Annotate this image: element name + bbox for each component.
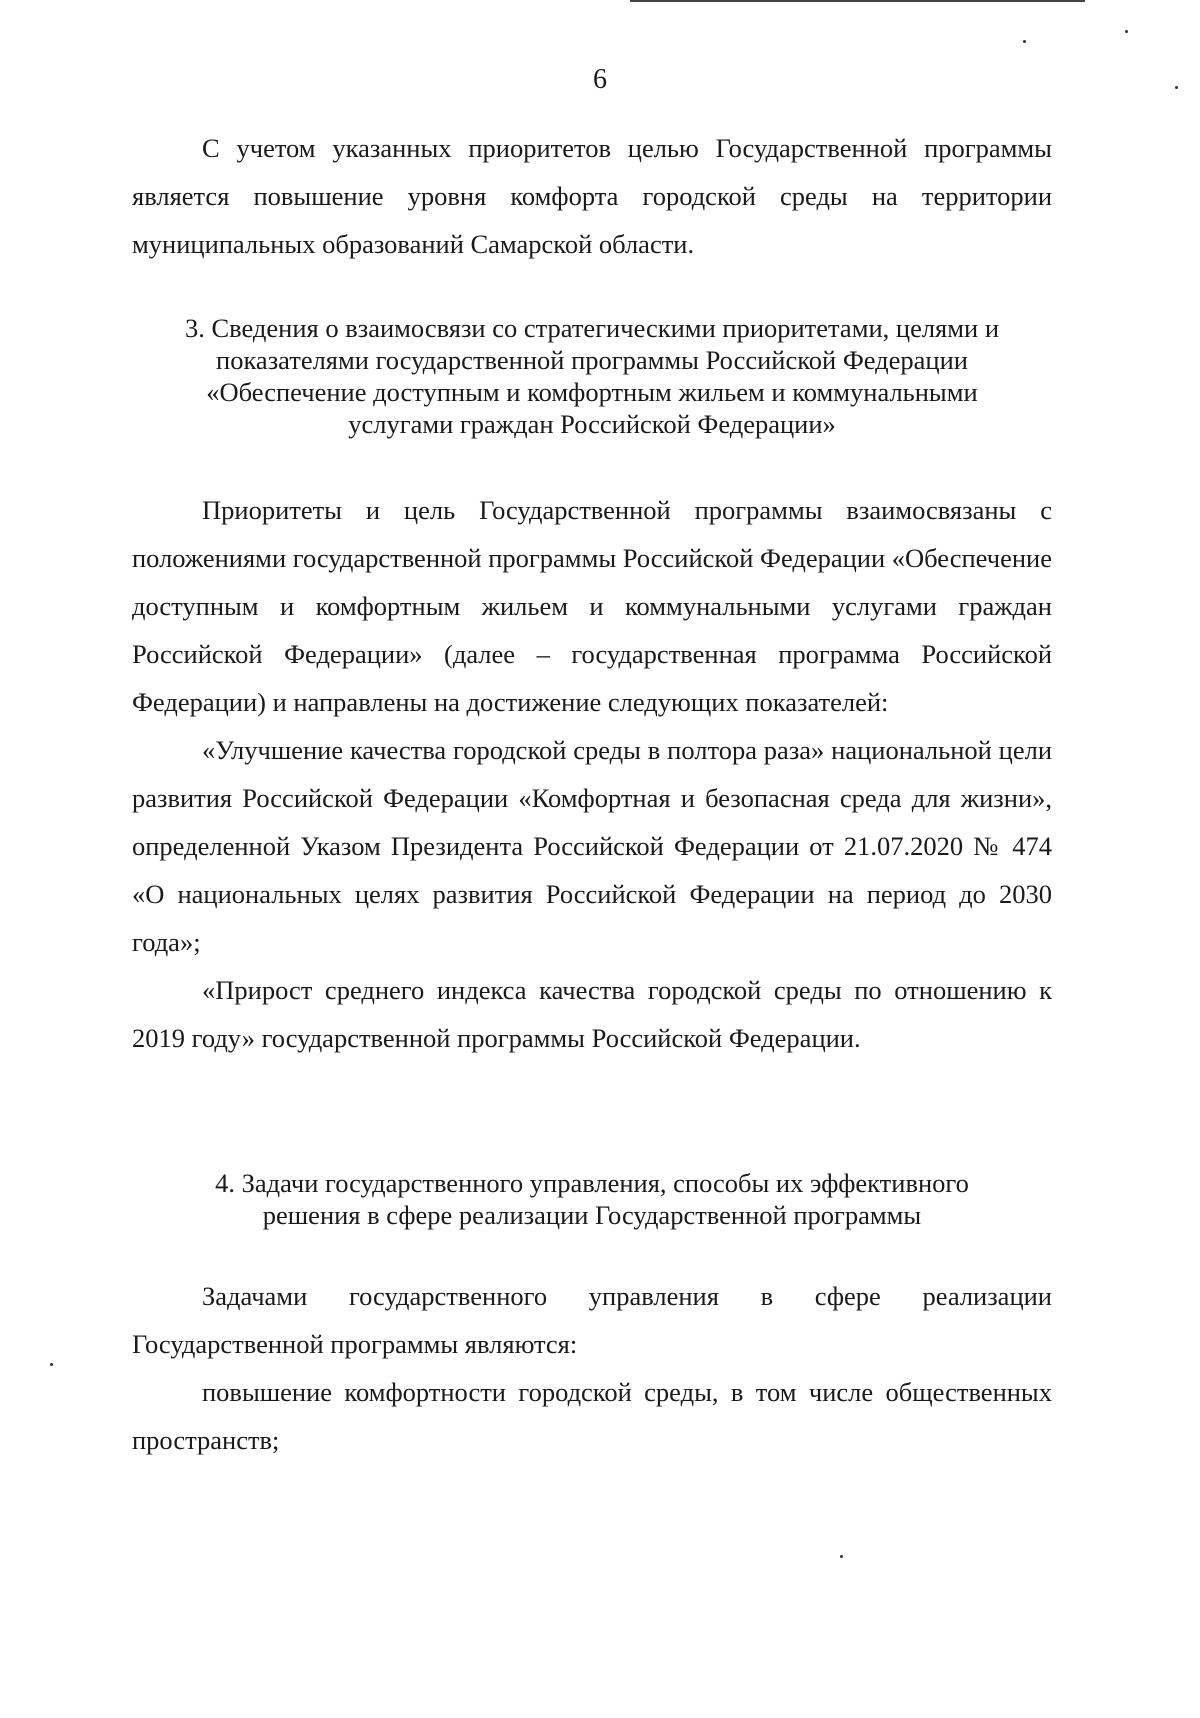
scan-speck [50, 1363, 53, 1366]
section-3-heading [132, 312, 1052, 440]
scan-speck [1023, 40, 1026, 43]
heading-line: 3. Сведения о взаимосвязи со стратегическими приоритетами, целями и [184, 313, 1000, 343]
heading-line: услугами граждан Российской Федерации» [348, 409, 836, 439]
scan-speck [840, 1555, 843, 1558]
intro-paragraph: С учетом указанных приоритетов целью Государственной программы является повышение уровня комфорта городской среды на территории муниципальных образований Самарской области. [132, 133, 1052, 259]
intro-block [132, 124, 1052, 268]
heading-line: решения в сфере реализации Государственной программы [262, 1200, 922, 1230]
heading-line: 4. Задачи государственного управления, способы их эффективного [215, 1168, 969, 1198]
section-4-paragraph-2: повышение комфортности городской среды, в том числе общественных пространств; [132, 1377, 1052, 1455]
section-4-body [132, 1272, 1052, 1464]
section-3-paragraph-1: Приоритеты и цель Государственной программы взаимосвязаны с положениями государственной программы Российской Федерации «Обеспечение доступным и комфортным жильем и коммунальными услугами граждан Российской Федерации» (далее – государственная программа Российской Федерации) и направлены на достижение следующих показателей: [132, 495, 1052, 717]
section-3-body [132, 486, 1052, 1062]
section-4-paragraph-1: Задачами государственного управления в сфере реализации Государственной программы являются: [132, 1281, 1052, 1359]
heading-line: «Обеспечение доступным и комфортным жильем и коммунальными [206, 377, 978, 407]
scan-edge-line [630, 0, 1085, 2]
section-3-paragraph-3: «Прирост среднего индекса качества городской среды по отношению к 2019 году» государственной программы Российской Федерации. [132, 975, 1052, 1053]
section-3-paragraph-2: «Улучшение качества городской среды в полтора раза» национальной цели развития Российской Федерации «Комфортная и безопасная среда для жизни», определенной Указом Президента Российской Федерации от 21.07.2020 № 474 «О национальных целях развития Российской Федерации на период до 2030 года»; [132, 735, 1052, 957]
page-number: 6 [593, 64, 607, 95]
scan-speck [1125, 30, 1128, 33]
heading-line: показателями государственной программы Российской Федерации [216, 345, 968, 375]
section-4-heading [132, 1167, 1052, 1231]
